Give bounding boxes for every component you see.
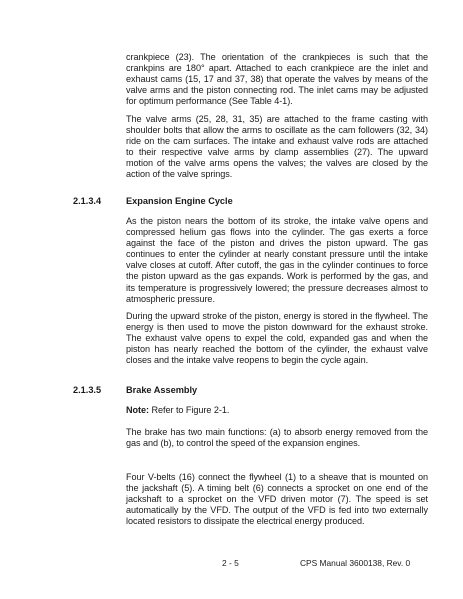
footer-document-id: CPS Manual 3600138, Rev. 0 — [300, 558, 411, 568]
paragraph-text: The valve arms (25, 28, 31, 35) are attached to the frame casting with shoulder bolts that allow the arms to oscillate as the cam followers (32, 34) ride on the cam surfaces. The intake and exhaust valve rods are attached to their respective valve arms by clamp assemblies (27). The upward motion of the valve arms opens the valves; the valves are closed by the action of the valve springs. — [126, 114, 428, 180]
paragraph-text: As the piston nears the bottom of its stroke, the intake valve opens and compressed helium gas flows into the cylinder. The gas exerts a force against the face of the piston and drives the piston upward. The gas continues to enter the cylinder at nearly constant pressure until the intake valve closes at cutoff. After cutoff, the gas in the cylinder continues to force the piston upward as the gas expands. Work is performed by the gas, and its temperature is progressively lowered; the pressure decreases almost to atmospheric pressure. — [126, 216, 428, 304]
paragraph-crankpiece — [126, 52, 428, 107]
section-number-brake: 2.1.3.5 — [73, 385, 102, 395]
paragraph-upward-stroke — [126, 311, 428, 366]
paragraph-text: crankpiece (23). The orientation of the crankpieces is such that the crankpins are 180° apart. Attached to each crankpiece are the inlet and exhaust cams (15, 17 and 37, 38) that operate the valves by means of the valve arms and the piston connecting rod. The inlet cams may be adjusted for optimum performance (See Table 4-1). — [126, 52, 428, 107]
paragraph-text: During the upward stroke of the piston, energy is stored in the flywheel. The energy is then used to move the piston downward for the exhaust stroke. The exhaust valve opens to expel the cold, expanded gas and when the piston has nearly reached the bottom of the cylinder, the exhaust valve closes and the intake valve reopens to begin the cycle again. — [126, 311, 428, 366]
footer-page-number: 2 - 5 — [222, 558, 239, 568]
section-number-expansion: 2.1.3.4 — [73, 196, 102, 206]
paragraph-expansion-cycle — [126, 216, 428, 305]
paragraph-text: Four V-belts (16) connect the flywheel (1) to a sheave that is mounted on the jackshaft (5). A timing belt (6) connects a sprocket on one end of the jackshaft to a sprocket on the VFD driven motor (7). The speed is set automatically by the VFD. The output of the VFD is fed into two externally located resistors to dissipate the electrical energy produced. — [126, 472, 428, 527]
paragraph-v-belts — [126, 472, 428, 527]
note-text: Refer to Figure 2-1. — [151, 405, 230, 415]
paragraph-text: The brake has two main functions: (a) to absorb energy removed from the gas and (b), to control the speed of the expansion engines. — [126, 427, 428, 449]
section-title-brake: Brake Assembly — [126, 385, 198, 395]
paragraph-brake-functions — [126, 427, 428, 449]
note-label: Note: — [126, 405, 149, 415]
note-figure-reference — [126, 405, 428, 416]
section-title-expansion: Expansion Engine Cycle — [126, 196, 233, 206]
paragraph-valve-arms — [126, 114, 428, 181]
